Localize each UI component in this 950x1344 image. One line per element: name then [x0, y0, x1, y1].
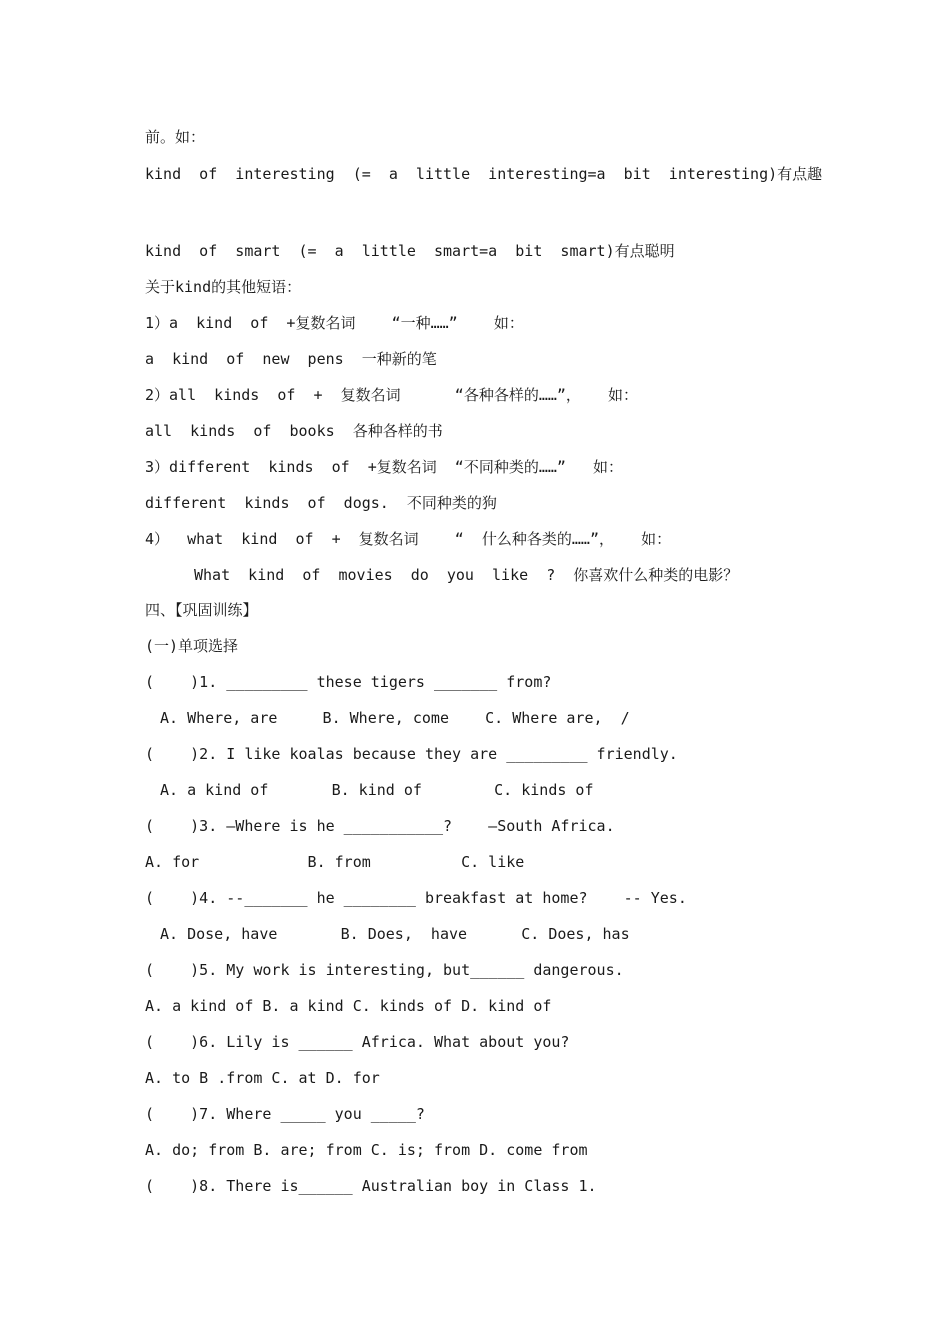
question-2: ( )2. I like koalas because they are _________ friendly.	[145, 745, 678, 763]
question-6: ( )6. Lily is ______ Africa. What about you?	[145, 1033, 570, 1051]
text-line-phrase-1-example: a kind of new pens 一种新的笔	[145, 350, 437, 368]
question-6-options: A. to B .from C. at D. for	[145, 1069, 380, 1087]
section-subheading-single-choice: (一)单项选择	[145, 637, 239, 655]
question-4-options: A. Dose, have B. Does, have C. Does, has	[160, 925, 630, 943]
question-5: ( )5. My work is interesting, but______ dangerous.	[145, 961, 624, 979]
text-line-phrase-3-example: different kinds of dogs. 不同种类的狗	[145, 494, 497, 512]
text-line-phrase-3: 3）different kinds of +复数名词 “不同种类的……” 如：	[145, 458, 624, 476]
question-7: ( )7. Where _____ you _____?	[145, 1105, 425, 1123]
question-2-options: A. a kind of B. kind of C. kinds of	[160, 781, 594, 799]
question-7-options: A. do; from B. are; from C. is; from D. come from	[145, 1141, 588, 1159]
question-1-options: A. Where, are B. Where, come C. Where are, /	[160, 709, 630, 727]
text-line-phrase-2-example: all kinds of books 各种各样的书	[145, 422, 443, 440]
text-line-phrase-4: 4） what kind of + 复数名词 “ 什么种各类的……”， 如：	[145, 530, 672, 548]
question-3: ( )3. —Where is he ___________? —South Africa.	[145, 817, 615, 835]
text-line-intro: 前。如：	[145, 128, 206, 146]
text-line-other-phrases-heading: 关于kind的其他短语：	[145, 278, 302, 296]
text-line-phrase-1: 1）a kind of +复数名词 “一种……” 如：	[145, 314, 524, 332]
question-3-options: A. for B. from C. like	[145, 853, 525, 871]
question-1: ( )1. _________ these tigers _______ from?	[145, 673, 552, 691]
question-5-options: A. a kind of B. a kind C. kinds of D. kind of	[145, 997, 552, 1015]
text-line-kind-of-interesting: kind of interesting (= a little interesting=a bit interesting)有点趣	[145, 165, 823, 183]
question-8: ( )8. There is______ Australian boy in Class 1.	[145, 1177, 597, 1195]
text-line-phrase-4-example: What kind of movies do you like ? 你喜欢什么种类的电影？	[194, 566, 739, 584]
section-heading-practice: 四、【巩固训练】	[145, 601, 258, 619]
question-4: ( )4. --_______ he ________ breakfast at home? -- Yes.	[145, 889, 687, 907]
text-line-phrase-2: 2）all kinds of + 复数名词 “各种各样的……”， 如：	[145, 386, 639, 404]
text-line-kind-of-smart: kind of smart (= a little smart=a bit smart)有点聪明	[145, 242, 675, 260]
